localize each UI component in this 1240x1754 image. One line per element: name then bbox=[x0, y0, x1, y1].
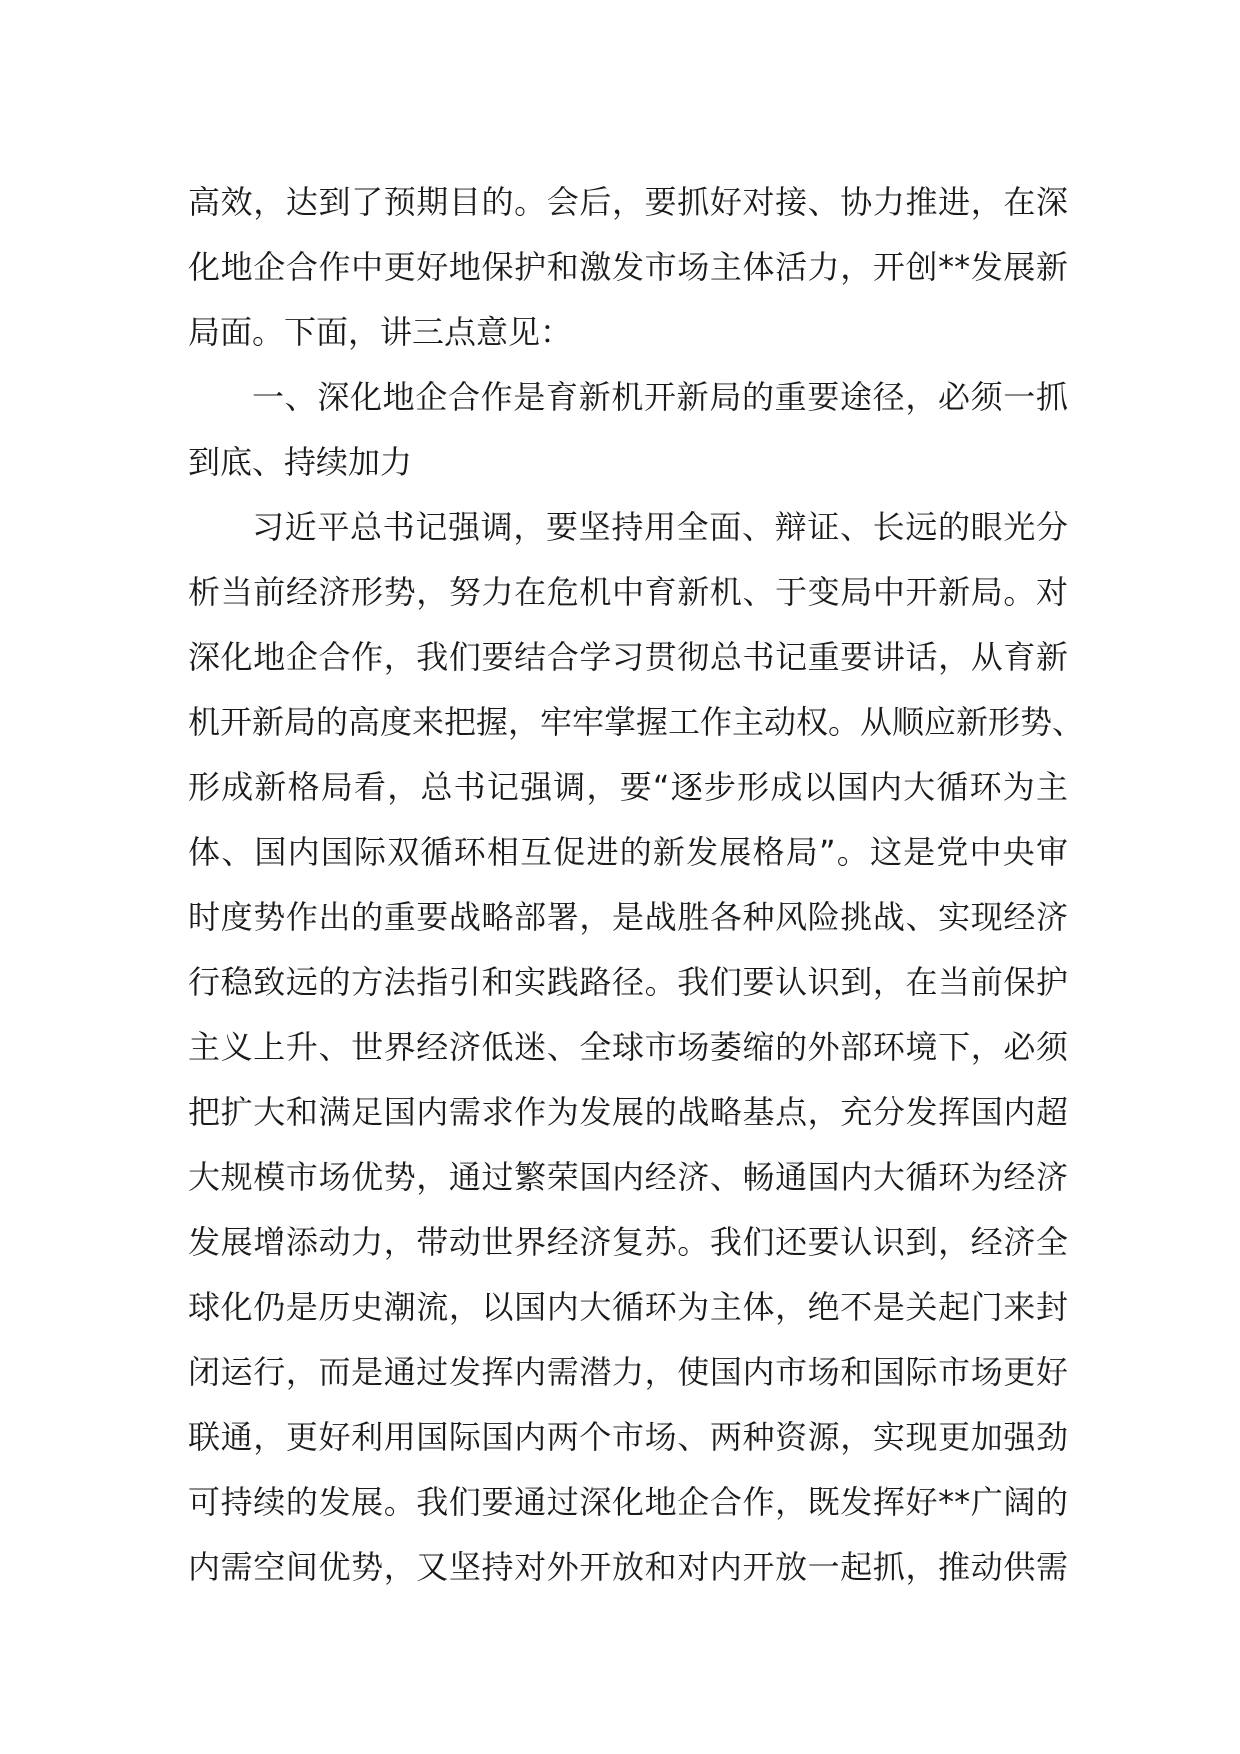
text-line: 化地企合作中更好地保护和激发市场主体活力，开创**发展新 bbox=[188, 248, 1068, 286]
text-line: 体、国内国际双循环相互促进的新发展格局”。这是党中央审 bbox=[188, 833, 1068, 871]
text-line: 球化仍是历史潮流，以国内大循环为主体，绝不是关起门来封 bbox=[188, 1288, 1068, 1326]
body-text bbox=[188, 170, 1085, 1600]
text-line: 行稳致远的方法指引和实践路径。我们要认识到，在当前保护 bbox=[188, 963, 1068, 1001]
text-line: 高效，达到了预期目的。会后，要抓好对接、协力推进，在深 bbox=[188, 183, 1068, 221]
text-line: 局面。下面，讲三点意见： bbox=[188, 313, 573, 351]
text-line: 可持续的发展。我们要通过深化地企合作，既发挥好**广阔的 bbox=[188, 1483, 1068, 1521]
text-line: 主义上升、世界经济低迷、全球市场萎缩的外部环境下，必须 bbox=[188, 1028, 1068, 1066]
text-line: 把扩大和满足国内需求作为发展的战略基点，充分发挥国内超 bbox=[188, 1093, 1068, 1131]
text-line: 析当前经济形势，努力在危机中育新机、于变局中开新局。对 bbox=[188, 573, 1068, 611]
text-line: 时度势作出的重要战略部署，是战胜各种风险挑战、实现经济 bbox=[188, 898, 1068, 936]
text-line: 内需空间优势，又坚持对外开放和对内开放一起抓，推动供需 bbox=[188, 1548, 1068, 1586]
text-line: 深化地企合作，我们要结合学习贯彻总书记重要讲话，从育新 bbox=[188, 638, 1068, 676]
text-line: 机开新局的高度来把握，牢牢掌握工作主动权。从顺应新形势、 bbox=[188, 703, 1085, 741]
section-heading-line: 到底、持续加力 bbox=[188, 443, 413, 481]
text-line: 大规模市场优势，通过繁荣国内经济、畅通国内大循环为经济 bbox=[188, 1158, 1068, 1196]
text-line: 形成新格局看，总书记强调，要“逐步形成以国内大循环为主 bbox=[188, 768, 1068, 806]
text-line: 发展增添动力，带动世界经济复苏。我们还要认识到，经济全 bbox=[188, 1223, 1068, 1261]
text-line: 习近平总书记强调，要坚持用全面、辩证、长远的眼光分 bbox=[252, 508, 1068, 546]
text-line: 闭运行，而是通过发挥内需潜力，使国内市场和国际市场更好 bbox=[188, 1353, 1068, 1391]
section-heading-line: 一、深化地企合作是育新机开新局的重要途径，必须一抓 bbox=[252, 378, 1068, 416]
text-line: 联通，更好利用国际国内两个市场、两种资源，实现更加强劲 bbox=[188, 1418, 1068, 1456]
